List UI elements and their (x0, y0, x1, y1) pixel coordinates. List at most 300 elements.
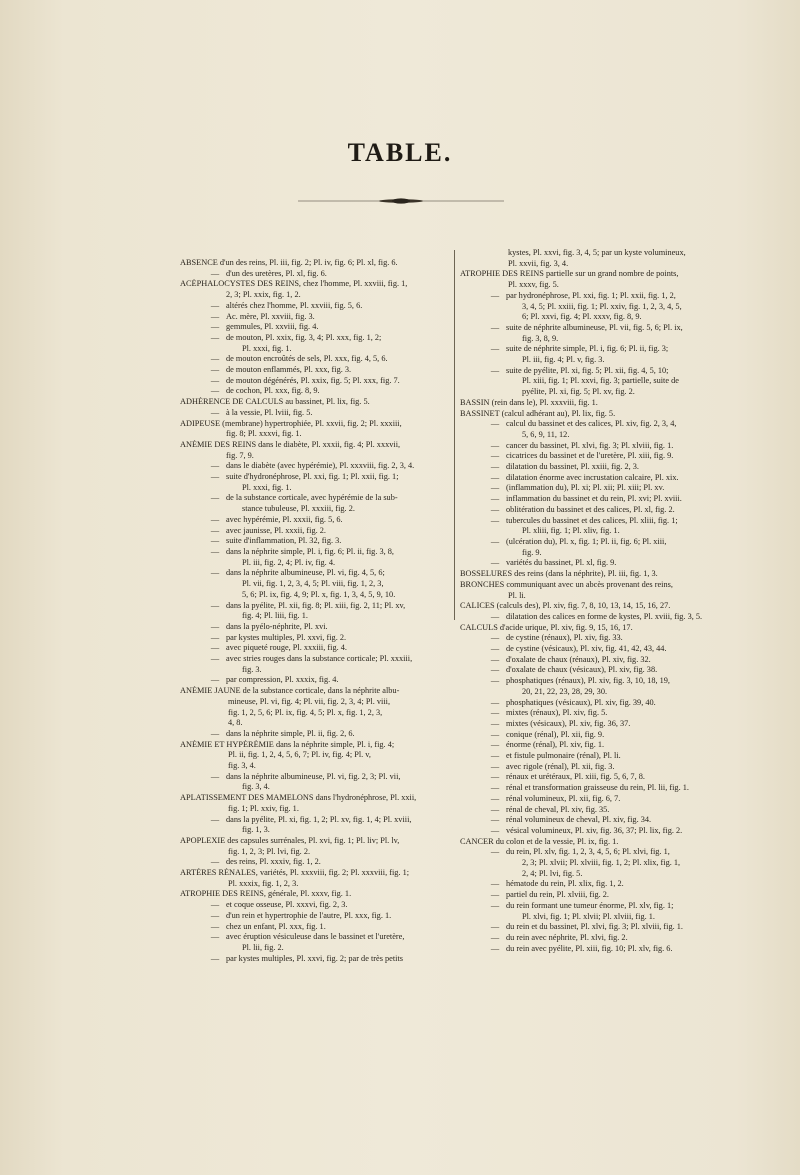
index-entry (180, 579, 448, 590)
ditto-dash: — (490, 933, 500, 942)
ditto-dash: — (490, 515, 500, 525)
index-entry-text: ABSENCE d'un des reins, Pl. iii, fig. 2; Pl. iv, fig. 6; Pl. xl, fig. 6. (180, 258, 398, 267)
ditto-dash: — (210, 407, 220, 417)
index-entry-text: de mouton dégénérés, Pl. xxix, fig. 5; Pl. xxx, fig. 7. (226, 375, 400, 385)
index-entry-text: CALCULS d'acide urique, Pl. xiv, fig. 9, 15, 16, 17. (460, 622, 633, 632)
index-entry-text: du rein, Pl. xlv, fig. 1, 2, 3, 4, 5, 6; Pl. xlvi, fig. 1, (506, 847, 670, 857)
index-entry (180, 697, 448, 708)
index-entry-text: de cochon, Pl. xxx, fig. 8, 9. (226, 386, 320, 396)
index-entry-text: dans le diabète (avec hypérémie), Pl. xxxviii, fig. 2, 3, 4. (226, 461, 415, 471)
ditto-dash: — (490, 344, 500, 354)
index-entry-text: par kystes multiples, Pl. xxvi, fig. 2; par de très petits (226, 953, 403, 963)
index-entry-text: chez un enfant, Pl. xxx, fig. 1. (226, 921, 326, 931)
index-entry (180, 515, 448, 526)
index-entry (460, 280, 706, 291)
index-entry-text: de cystine (rénaux), Pl. xiv, fig. 33. (506, 633, 623, 643)
index-entry-text: cicatrices du bassinet et de l'uretère, Pl. xiii, fig. 9. (506, 451, 674, 461)
ditto-dash: — (210, 493, 220, 503)
index-entry (460, 334, 706, 345)
index-entry (460, 591, 706, 602)
index-entry (460, 505, 706, 516)
index-entry-text: Ac. mère, Pl. xxviii, fig. 3. (226, 311, 315, 321)
index-entry (180, 900, 448, 911)
index-entry (460, 858, 706, 869)
ditto-dash: — (210, 643, 220, 653)
index-entry (460, 580, 706, 591)
index-entry-text: CALICES (calculs des), Pl. xiv, fig. 7, 8, 10, 13, 14, 15, 16, 27. (460, 601, 671, 611)
index-entry (180, 675, 448, 686)
index-entry-text: du rein formant une tumeur énorme, Pl. xlv, fig. 1; (506, 900, 674, 910)
ditto-dash: — (490, 890, 500, 900)
index-entry-text: fig. 3, 4. (228, 761, 256, 771)
index-entry (460, 344, 706, 355)
column-divider (454, 250, 455, 620)
index-entry-text: 5, 6; Pl. ix, fig. 4, 9; Pl. x, fig. 1, 3, 4, 5, 9, 10. (242, 589, 396, 599)
index-column-right (460, 248, 706, 954)
index-entry (460, 933, 706, 944)
ditto-dash: — (490, 740, 500, 750)
index-entry (460, 548, 706, 559)
index-entry-text: Pl. li. (508, 590, 526, 600)
index-entry (460, 291, 706, 302)
index-entry-text: et fistule pulmonaire (rénal), Pl. li. (506, 751, 621, 761)
page-title: TABLE. (347, 138, 453, 167)
ditto-dash: — (210, 568, 220, 578)
index-entry (180, 836, 448, 847)
ditto-dash: — (210, 728, 220, 738)
index-entry-text: rénal et transformation graisseuse du rein, Pl. lii, fig. 1. (506, 783, 689, 793)
ditto-dash: — (210, 514, 220, 524)
index-entry (180, 440, 448, 451)
index-entry-text: kystes, Pl. xxvi, fig. 3, 4, 5; par un kyste volumineux, (508, 248, 686, 257)
index-entry-text: Pl. vii, fig. 1, 2, 3, 4, 5; Pl. viii, fig. 1, 2, 3, (242, 579, 384, 589)
index-entry-text: Pl. xxxi, fig. 1. (242, 482, 292, 492)
index-entry (180, 590, 448, 601)
index-entry-text: du rein avec néphrite, Pl. xlvi, fig. 2. (506, 933, 628, 942)
ditto-dash: — (490, 825, 500, 835)
index-entry (180, 547, 448, 558)
index-entry-text: avec éruption vésiculeuse dans le bassinet et l'uretère, (226, 932, 405, 942)
index-entry (460, 944, 706, 955)
index-entry (180, 943, 448, 954)
index-entry-text: dans la pyélo-néphrite, Pl. xvi. (226, 621, 328, 631)
index-entry (180, 493, 448, 504)
index-entry (180, 601, 448, 612)
index-entry-text: fig. 4; Pl. liii, fig. 1. (242, 611, 308, 621)
index-entry (460, 922, 706, 933)
index-entry (460, 623, 706, 634)
index-entry-text: fig. 1, 3. (242, 825, 270, 835)
index-entry-text: (inflammation du), Pl. xi; Pl. xii; Pl. xiii; Pl. xv. (506, 483, 665, 493)
index-entry-text: phosphatiques (vésicaux), Pl. xiv, fig. 39, 40. (506, 697, 656, 707)
ditto-dash: — (210, 365, 220, 375)
ditto-dash: — (490, 708, 500, 718)
index-entry-text: BASSIN (rein dans le), Pl. xxxviii, fig. 1. (460, 397, 598, 407)
index-entry (180, 376, 448, 387)
index-entry (180, 782, 448, 793)
ditto-dash: — (210, 814, 220, 824)
index-entry-text: Pl. xlvi, fig. 1; Pl. xlvii; Pl. xlviii, fig. 1. (522, 911, 655, 921)
index-entry (180, 718, 448, 729)
index-entry (460, 740, 706, 751)
index-entry (460, 644, 706, 655)
ditto-dash: — (210, 536, 220, 546)
index-entry (460, 516, 706, 527)
ditto-dash: — (490, 494, 500, 504)
index-entry-text: de mouton, Pl. xxix, fig. 3, 4; Pl. xxx, fig. 1, 2; (226, 332, 382, 342)
title-ornament-rule (298, 198, 504, 204)
index-entry (180, 633, 448, 644)
index-entry (180, 932, 448, 943)
index-entry-text: Pl. xliii, fig. 1; Pl. xliv, fig. 1. (522, 526, 620, 536)
index-entry-text: du rein et du bassinet, Pl. xlvi, fig. 3; Pl. xlviii, fig. 1. (506, 922, 683, 932)
index-entry (460, 805, 706, 816)
index-entry (460, 826, 706, 837)
index-entry-text: conique (rénal), Pl. xii, fig. 9. (506, 729, 605, 739)
ditto-dash: — (210, 525, 220, 535)
ditto-dash: — (210, 461, 220, 471)
index-entry (460, 473, 706, 484)
index-entry-text: inflammation du bassinet et du rein, Pl. xvi; Pl. xviii. (506, 494, 682, 504)
index-entry-text: de la substance corticale, avec hypérémie de la sub- (226, 493, 398, 503)
index-entry (180, 397, 448, 408)
index-entry-text: rénal volumineux de cheval, Pl. xiv, fig. 34. (506, 815, 652, 825)
index-entry-text: dans la pyélite, Pl. xi, fig. 1, 2; Pl. xv, fig. 1, 4; Pl. xviii, (226, 814, 412, 824)
index-entry (180, 643, 448, 654)
index-entry-text: Pl. xxvii, fig. 3, 4. (508, 258, 569, 268)
index-entry-text: avec piqueté rouge, Pl. xxxiii, fig. 4. (226, 643, 347, 653)
index-entry (180, 344, 448, 355)
ditto-dash: — (210, 654, 220, 664)
index-entry-text: fig. 8; Pl. xxxvi, fig. 1. (226, 429, 302, 439)
index-entry (180, 654, 448, 665)
ditto-dash: — (490, 729, 500, 739)
index-entry-text: Pl. xiii, fig. 1; Pl. xxvi, fig. 3; partielle, suite de (522, 376, 679, 386)
index-entry-text: calcul du bassinet et des calices, Pl. xiv, fig. 2, 3, 4, (506, 419, 677, 429)
index-entry (180, 429, 448, 440)
index-entry-text: de mouton enflammés, Pl. xxx, fig. 3. (226, 365, 352, 375)
ditto-dash: — (490, 558, 500, 568)
index-entry-text: d'un des uretères, Pl. xl, fig. 6. (226, 268, 327, 278)
index-entry (180, 365, 448, 376)
index-entry-text: de cystine (vésicaux), Pl. xiv, fig. 41, 42, 43, 44. (506, 644, 667, 654)
index-entry (460, 633, 706, 644)
index-entry (180, 729, 448, 740)
index-entry-text: Pl. xxxi, fig. 1. (242, 343, 292, 353)
index-entry-text: d'oxalate de chaux (vésicaux), Pl. xiv, fig. 38. (506, 665, 658, 675)
index-entry-text: rénal volumineux, Pl. xii, fig. 6, 7. (506, 793, 621, 803)
index-entry-text: par kystes multiples, Pl. xxvi, fig. 2. (226, 632, 347, 642)
ditto-dash: — (490, 504, 500, 514)
ditto-dash: — (210, 322, 220, 332)
index-entry-text: BOSSELURES des reins (dans la néphrite), Pl. iii, fig. 1, 3. (460, 569, 658, 579)
index-entry (460, 612, 706, 623)
index-entry-text: Pl. iii, fig. 2, 4; Pl. iv, fig. 4. (242, 557, 336, 567)
index-entry-text: dans la néphrite albumineuse, Pl. vi, fig. 4, 5, 6; (226, 568, 385, 578)
index-entry-text: avec stries rouges dans la substance corticale; Pl. xxxiii, (226, 654, 413, 664)
index-entry (460, 837, 706, 848)
index-entry (460, 451, 706, 462)
index-entry-text: rénal de cheval, Pl. xiv, fig. 35. (506, 804, 610, 814)
index-entry-text: dilatation des calices en forme de kystes, Pl. xviii, fig. 3, 5. (506, 611, 703, 621)
index-entry (460, 665, 706, 676)
ditto-dash: — (210, 932, 220, 942)
index-entry (460, 323, 706, 334)
ditto-dash: — (490, 922, 500, 932)
ditto-dash: — (490, 665, 500, 675)
index-entry (180, 279, 448, 290)
index-entry-text: APOPLEXIE des capsules surrénales, Pl. xvi, fig. 1; Pl. liv; Pl. lv, (180, 835, 400, 845)
ditto-dash: — (490, 943, 500, 953)
index-entry (460, 376, 706, 387)
ditto-dash: — (490, 793, 500, 803)
index-entry (180, 611, 448, 622)
index-entry (460, 783, 706, 794)
ditto-dash: — (490, 322, 500, 332)
index-entry-text: ADHÉRENCE DE CALCULS au bassinet, Pl. lix, fig. 5. (180, 397, 370, 407)
ditto-dash: — (210, 311, 220, 321)
index-entry-text: suite d'hydronéphrose, Pl. xxi, fig. 1; Pl. xxii, fig. 1; (226, 472, 399, 482)
ditto-dash: — (210, 675, 220, 685)
ditto-dash: — (210, 546, 220, 556)
index-entry-text: Pl. ii, fig. 1, 2, 4, 5, 6, 7; Pl. iv, fig. 4; Pl. v, (228, 750, 371, 760)
index-entry (460, 430, 706, 441)
index-entry (180, 483, 448, 494)
index-entry-text: 6; Pl. xxvi, fig. 4; Pl. xxxv, fig. 8, 9. (522, 312, 642, 322)
index-entry (180, 536, 448, 547)
ditto-dash: — (210, 600, 220, 610)
index-entry-text: partiel du rein, Pl. xlviii, fig. 2. (506, 890, 610, 900)
index-entry-text: 4, 8. (228, 718, 243, 728)
index-entry (180, 333, 448, 344)
index-entry-text: des reins, Pl. xxxiv, fig. 1, 2. (226, 857, 321, 867)
index-entry-text: fig. 7, 9. (226, 450, 254, 460)
index-entry (460, 355, 706, 366)
index-entry-text: stance tubuleuse, Pl. xxxiii, fig. 2. (242, 504, 355, 514)
index-entry-text: fig. 1, 2, 3; Pl. lvi, fig. 2. (228, 846, 311, 856)
index-entry-text: avec hypérémie, Pl. xxxii, fig. 5, 6. (226, 514, 343, 524)
index-entry-text: fig. 9. (522, 547, 542, 557)
index-entry (180, 568, 448, 579)
index-entry (460, 398, 706, 409)
index-entry-text: fig. 1; Pl. xxiv, fig. 1. (228, 803, 299, 813)
index-entry-text: de mouton encroûtés de sels, Pl. xxx, fig. 4, 5, 6. (226, 354, 388, 364)
index-entry-text: d'oxalate de chaux (rénaux), Pl. xiv, fig. 32. (506, 654, 651, 664)
index-entry (460, 794, 706, 805)
ditto-dash: — (490, 611, 500, 621)
index-entry (180, 419, 448, 430)
index-entry-text: ARTÈRES RÉNALES, variétés, Pl. xxxviii, fig. 2; Pl. xxxviii, fig. 1; (180, 868, 410, 878)
index-entry-text: ADIPEUSE (membrane) hypertrophiée, Pl. xxvii, fig. 2; Pl. xxxiii, (180, 418, 402, 428)
index-entry (460, 730, 706, 741)
ditto-dash: — (490, 365, 500, 375)
index-entry (180, 269, 448, 280)
index-entry (180, 772, 448, 783)
index-entry (460, 419, 706, 430)
ditto-dash: — (490, 879, 500, 889)
index-entry (460, 302, 706, 313)
index-entry-text: gemmules, Pl. xxviii, fig. 4. (226, 322, 319, 332)
index-entry (180, 847, 448, 858)
index-entry (460, 708, 706, 719)
index-entry-text: oblitération du bassinet et des calices, Pl. xl, fig. 2. (506, 504, 675, 514)
ditto-dash: — (490, 761, 500, 771)
index-entry-text: ANÉMIE DES REINS dans le diabète, Pl. xxxii, fig. 4; Pl. xxxvii, (180, 439, 401, 449)
index-entry-text: vésical volumineux, Pl. xiv, fig. 36, 37; Pl. lix, fig. 2. (506, 825, 683, 835)
index-entry-text: Pl. lii, fig. 2. (242, 943, 284, 952)
index-entry (460, 409, 706, 420)
index-entry (180, 472, 448, 483)
ditto-dash: — (210, 268, 220, 278)
index-entry-text: d'un rein et hypertrophie de l'autre, Pl. xxx, fig. 1. (226, 910, 392, 920)
index-entry (180, 740, 448, 751)
index-entry-text: 2, 3; Pl. xlvii; Pl. xlviii, fig. 1, 2; Pl. xlix, fig. 1, (522, 858, 681, 868)
index-entry (180, 461, 448, 472)
index-entry-text: ATROPHIE DES REINS partielle sur un grand nombre de points, (460, 269, 679, 279)
index-entry-text: dilatation du bassinet, Pl. xxiii, fig. 2, 3. (506, 462, 639, 472)
ditto-dash: — (210, 300, 220, 310)
ditto-dash: — (490, 419, 500, 429)
index-entry (460, 269, 706, 280)
index-entry-text: à la vessie, Pl. lviii, fig. 5. (226, 407, 313, 417)
index-entry (460, 526, 706, 537)
index-entry-text: Pl. xxxv, fig. 5. (508, 280, 559, 290)
index-entry (460, 441, 706, 452)
index-entry (460, 719, 706, 730)
index-entry (460, 698, 706, 709)
index-entry-text: avec rigole (rénal), Pl. xii, fig. 3. (506, 761, 615, 771)
index-entry-text: cancer du bassinet, Pl. xlvi, fig. 3; Pl. xlviii, fig. 1. (506, 440, 674, 450)
ditto-dash: — (490, 772, 500, 782)
index-entry (180, 686, 448, 697)
ditto-dash: — (490, 654, 500, 664)
index-entry (180, 451, 448, 462)
index-entry-text: tubercules du bassinet et des calices, Pl. xliii, fig. 1; (506, 515, 678, 525)
ditto-dash: — (490, 676, 500, 686)
ditto-dash: — (210, 386, 220, 396)
ditto-dash: — (490, 804, 500, 814)
index-entry (180, 558, 448, 569)
index-entry (180, 301, 448, 312)
index-entry (180, 408, 448, 419)
index-entry (180, 911, 448, 922)
index-entry (180, 258, 448, 269)
index-entry (460, 601, 706, 612)
index-entry (460, 569, 706, 580)
index-entry (180, 825, 448, 836)
index-entry (180, 322, 448, 333)
index-entry (180, 750, 448, 761)
index-entry-text: suite d'inflammation, Pl. 32, fig. 3. (226, 536, 342, 546)
index-column-left (180, 258, 448, 964)
index-entry-text: BASSINET (calcul adhérant au), Pl. lix, fig. 5. (460, 408, 616, 418)
index-entry (460, 248, 706, 259)
index-entry (180, 857, 448, 868)
index-entry (460, 387, 706, 398)
index-entry (460, 890, 706, 901)
index-entry (460, 462, 706, 473)
index-entry-text: dilatation énorme avec incrustation calcaire, Pl. xix. (506, 472, 679, 482)
index-entry-text: ATROPHIE DES REINS, générale, Pl. xxxv, fig. 1. (180, 889, 352, 899)
index-entry (180, 665, 448, 676)
index-entry (180, 622, 448, 633)
ditto-dash: — (490, 900, 500, 910)
index-entry-text: altérés chez l'homme, Pl. xxviii, fig. 5, 6. (226, 300, 363, 310)
index-entry (180, 354, 448, 365)
index-entry-text: mineuse, Pl. vi, fig. 4; Pl. vii, fig. 2, 3, 4; Pl. viii, (228, 696, 391, 706)
index-entry (460, 312, 706, 323)
index-entry (460, 676, 706, 687)
index-entry (180, 815, 448, 826)
index-entry-text: (ulcération du), Pl. x, fig. 1; Pl. ii, fig. 6; Pl. xiii, (506, 536, 667, 546)
ditto-dash: — (490, 718, 500, 728)
ditto-dash: — (490, 633, 500, 643)
ditto-dash: — (210, 332, 220, 342)
index-entry-text: APLATISSEMENT DES MAMELONS dans l'hydronéphrose, Pl. xxii, (180, 793, 417, 803)
index-entry (460, 815, 706, 826)
index-entry (460, 869, 706, 880)
ditto-dash: — (490, 472, 500, 482)
index-entry-text: fig. 1, 2, 5, 6; Pl. ix, fig. 4, 5; Pl. x, fig. 1, 2, 3, (228, 707, 383, 717)
index-entry-text: fig. 3. (242, 664, 262, 674)
index-entry (460, 912, 706, 923)
ditto-dash: — (210, 472, 220, 482)
index-entry (460, 762, 706, 773)
ditto-dash: — (210, 921, 220, 931)
index-entry (180, 889, 448, 900)
index-entry (460, 687, 706, 698)
ditto-dash: — (210, 857, 220, 867)
ditto-dash: — (490, 783, 500, 793)
index-entry (460, 537, 706, 548)
ditto-dash: — (210, 953, 220, 963)
index-entry-text: mixtes (rénaux), Pl. xiv, fig. 5. (506, 708, 608, 718)
index-entry-text: phosphatiques (rénaux), Pl. xiv, fig. 3, 10, 18, 19, (506, 676, 670, 686)
index-entry-text: BRONCHES communiquant avec un abcès provenant des reins, (460, 579, 673, 589)
ditto-dash: — (490, 751, 500, 761)
index-entry (460, 366, 706, 377)
index-entry-text: Pl. xxxix, fig. 1, 2, 3. (228, 878, 299, 888)
index-entry-text: ANÉMIE JAUNE de la substance corticale, dans la néphrite albu- (180, 686, 400, 696)
ditto-dash: — (210, 900, 220, 910)
ditto-dash: — (210, 375, 220, 385)
index-entry-text: suite de pyélite, Pl. xi, fig. 5; Pl. xii, fig. 4, 5, 10; (506, 365, 669, 375)
index-entry (180, 526, 448, 537)
ditto-dash: — (490, 290, 500, 300)
index-entry-text: fig. 3, 8, 9. (522, 333, 559, 343)
index-entry-text: dans la pyélite, Pl. xii, fig. 8; Pl. xiii, fig. 2, 11; Pl. xv, (226, 600, 406, 610)
ditto-dash: — (490, 536, 500, 546)
index-entry-text: et coque osseuse, Pl. xxxvi, fig. 2, 3. (226, 900, 348, 910)
ditto-dash: — (490, 847, 500, 857)
index-entry (180, 708, 448, 719)
index-entry-text: CANCER du colon et de la vessie, Pl. ix, fig. 1. (460, 836, 619, 846)
ditto-dash: — (490, 483, 500, 493)
index-entry (460, 772, 706, 783)
index-entry (180, 954, 448, 965)
index-entry (180, 386, 448, 397)
index-entry (460, 483, 706, 494)
index-entry-text: par hydronéphrose, Pl. xxi, fig. 1; Pl. xxii, fig. 1, 2, (506, 290, 676, 300)
index-entry-text: Pl. iii, fig. 4; Pl. v, fig. 3. (522, 355, 605, 365)
index-entry (460, 259, 706, 270)
index-entry (180, 804, 448, 815)
index-entry-text: ACÉPHALOCYSTES DES REINS, chez l'homme, Pl. xxviii, fig. 1, (180, 279, 408, 289)
index-entry-text: du rein avec pyélite, Pl. xiii, fig. 10; Pl. xlv, fig. 6. (506, 943, 673, 953)
ditto-dash: — (210, 621, 220, 631)
index-entry-text: par compression, Pl. xxxix, fig. 4. (226, 675, 339, 685)
index-entry-text: mixtes (vésicaux), Pl. xiv, fig. 36, 37. (506, 718, 631, 728)
